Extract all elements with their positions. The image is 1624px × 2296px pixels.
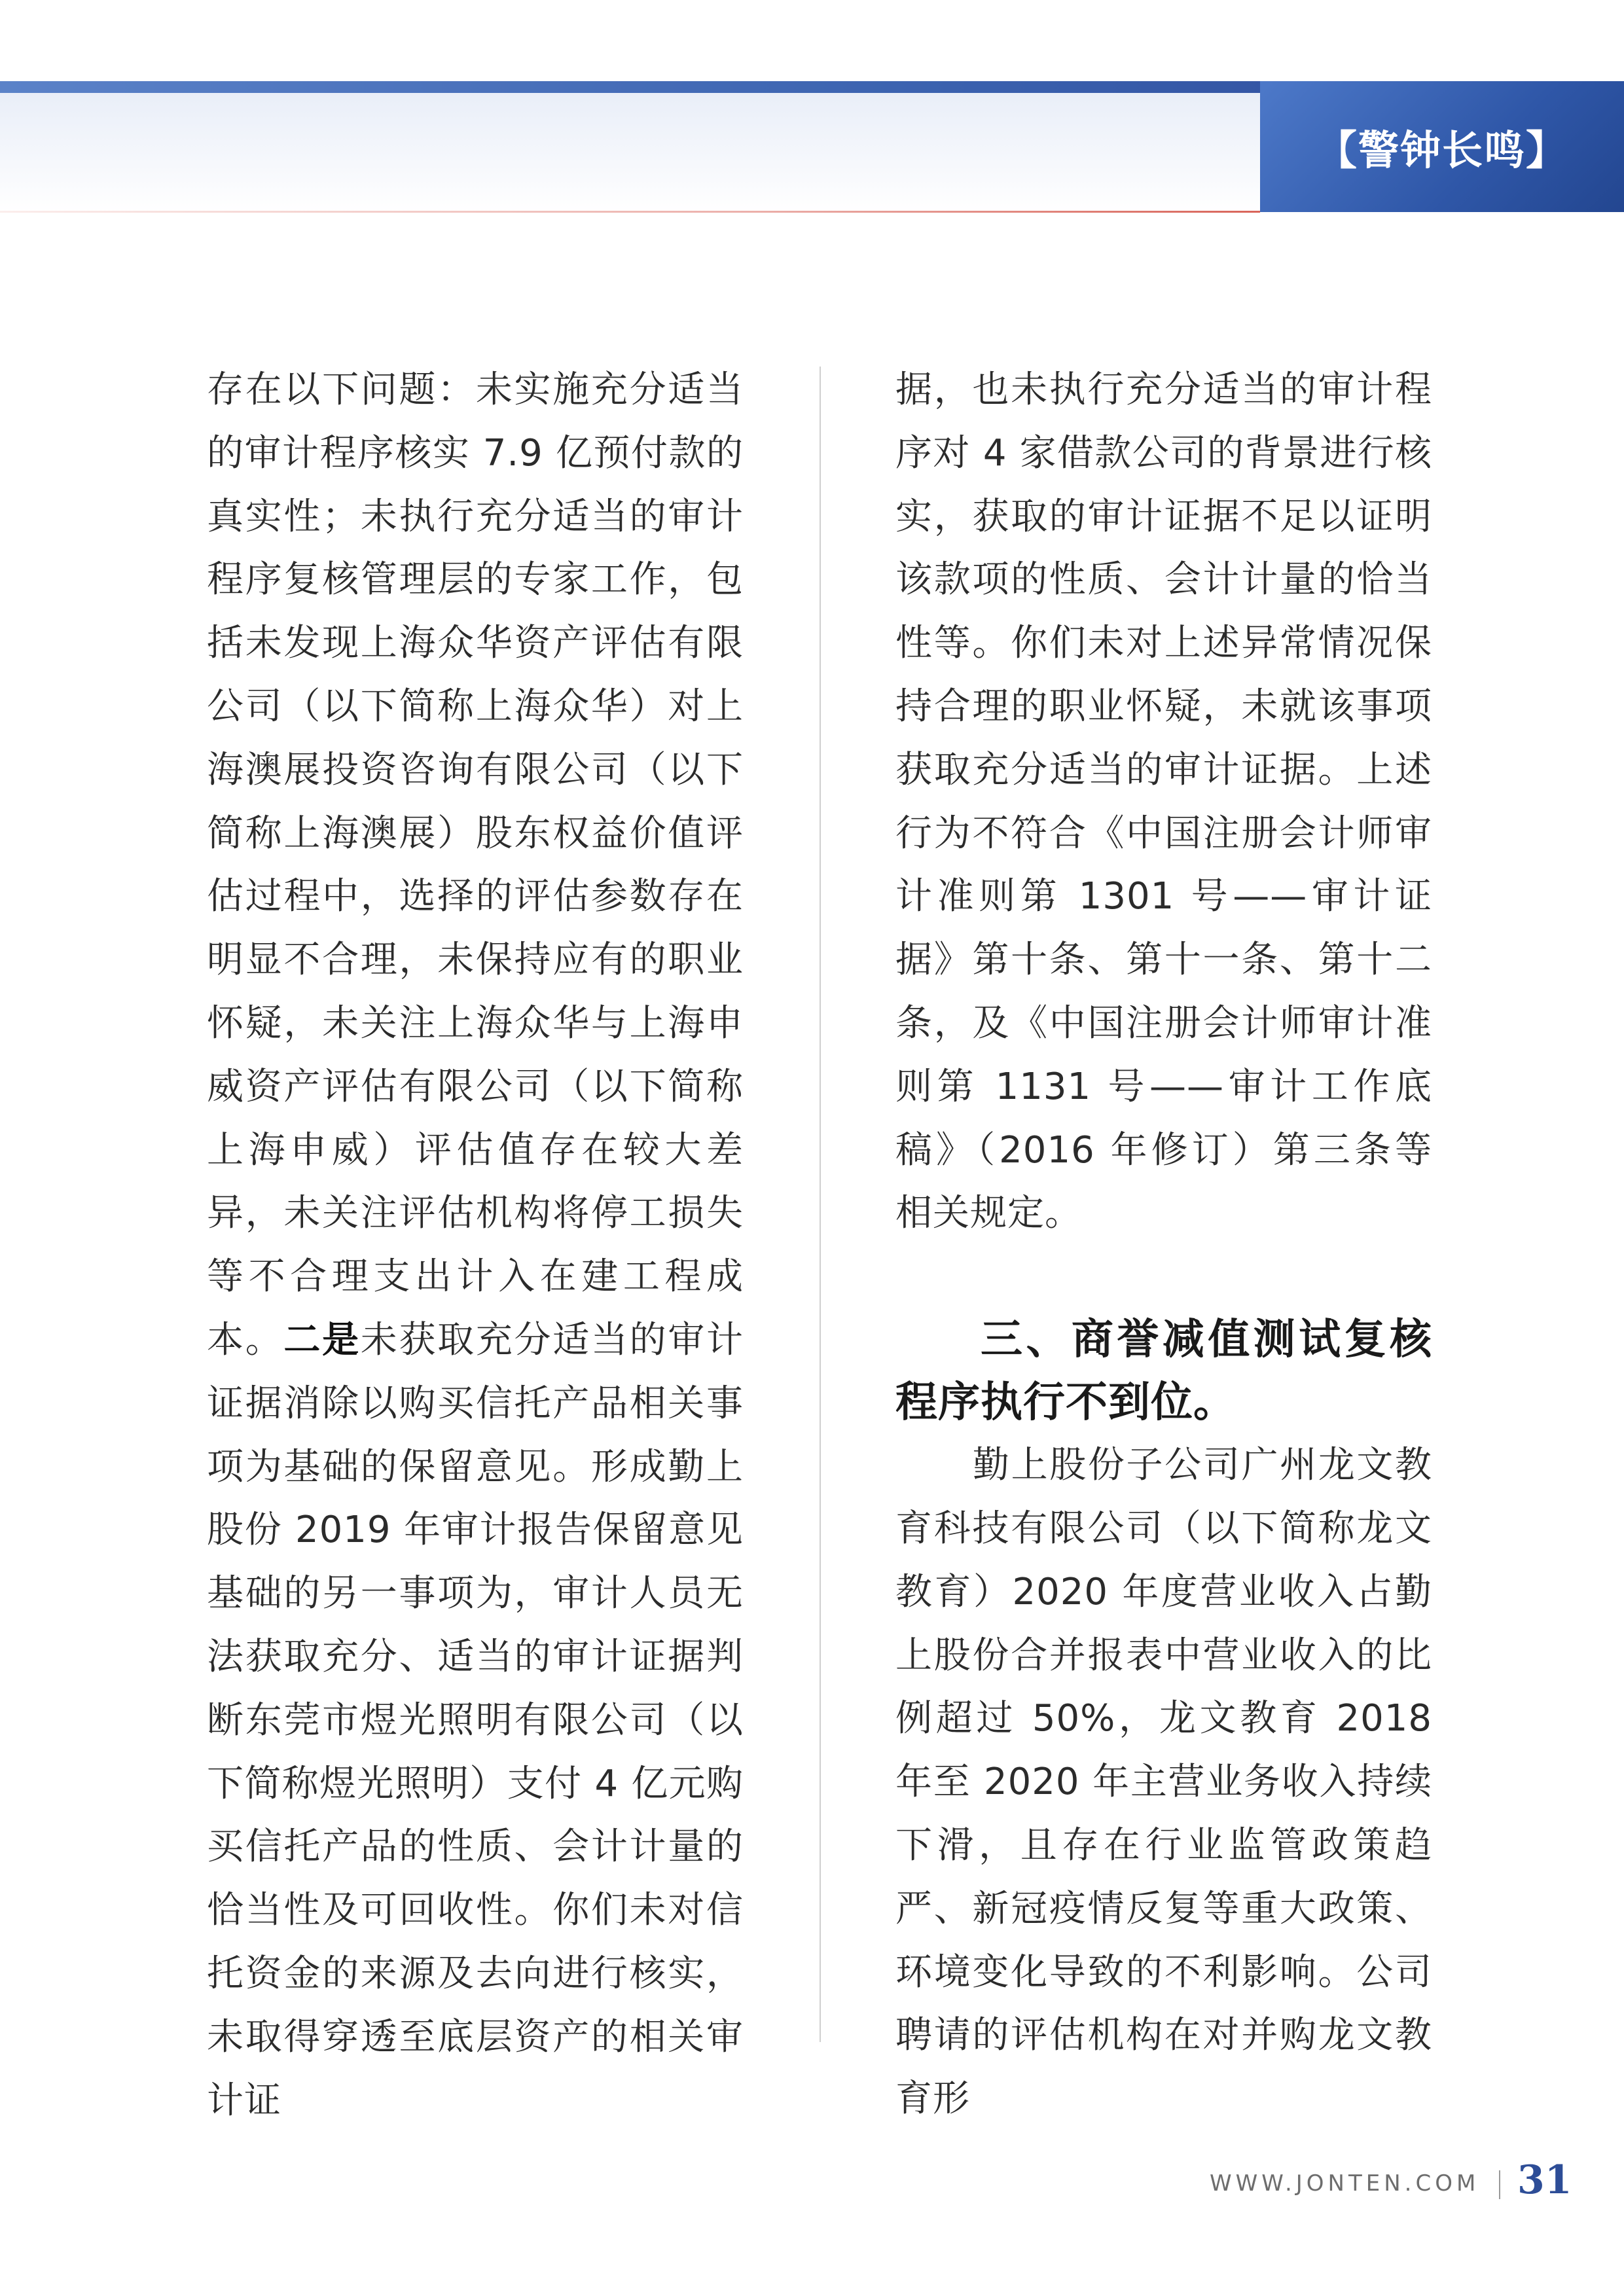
left-paragraph-main: 存在以下问题：未实施充分适当的审计程序核实 7.9 亿预付款的真实性；未执行充分适当的审计程序复核管理层的专家工作，包括未发现上海众华资产评估有限公司（以下简称上海众华）对上海澳展投资咨询有限公司（以下简称上海澳展）股东权益价值评估过程中，选择的评估参数存在明显不合理，未保持应有的职业怀疑，未关注上海众华与上海申威资产评估有限公司（以下简称上海申威）评估值存在较大差异，未关注评估机构将停工损失等不合理支出计入在建工程成本。 (207, 368, 744, 1361)
section-paragraph: 勤上股份子公司广州龙文教育科技有限公司（以下简称龙文教育）2020 年度营业收入占勤上股份合并报表中营业收入的比例超过 50%，龙文教育 2018 年至 2020 年主营业务收入持续下滑，且存在行业监管政策趋严、新冠疫情反复等重大政策、环境变化导致的不利影响。公司聘请的评估机构在对并购龙文教育形 (895, 1444, 1432, 2121)
paragraph-gap (895, 1246, 1432, 1308)
section-heading: 三、商誉减值测试复核程序执行不到位。 (895, 1316, 1432, 1427)
footer-separator (1499, 2170, 1500, 2199)
left-column (207, 359, 744, 2132)
page-number: 31 (1517, 2157, 1572, 2203)
column-divider (820, 367, 821, 2042)
footer-website: WWW.JONTEN.COM (1210, 2170, 1480, 2197)
right-column (895, 359, 1432, 2131)
right-paragraph-continued: 据，也未执行充分适当的审计程序对 4 家借款公司的背景进行核实，获取的审计证据不足以证明该款项的性质、会计计量的恰当性等。你们未对上述异常情况保持合理的职业怀疑，未就该事项获取充分适当的审计证据。上述行为不符合《中国注册会计师审计准则第 1301 号——审计证据》第十条、第十一条、第十二条，及《中国注册会计师审计准则第 1131 号——审计工作底稿》（2016 年修订）第三条等相关规定。 (895, 368, 1432, 1235)
left-paragraph (207, 359, 744, 2132)
header-band (0, 93, 1260, 212)
left-paragraph-second: 未获取充分适当的审计证据消除以购买信托产品相关事项为基础的保留意见。形成勤上股份 2019 年审计报告保留意见基础的另一事项为，审计人员无法获取充分、适当的审计证据判断东莞市煜光照明有限公司（以下简称煜光照明）支付 4 亿元购买信托产品的性质、会计计量的恰当性及可回收性。你们未对信托资金的来源及去向进行核实，未取得穿透至底层资产的相关审计证 (207, 1318, 744, 2122)
header-accent-line (0, 211, 1260, 213)
point-two-label: 二是 (283, 1318, 361, 1361)
section-tag: 【警钟长鸣】 (1260, 81, 1624, 212)
